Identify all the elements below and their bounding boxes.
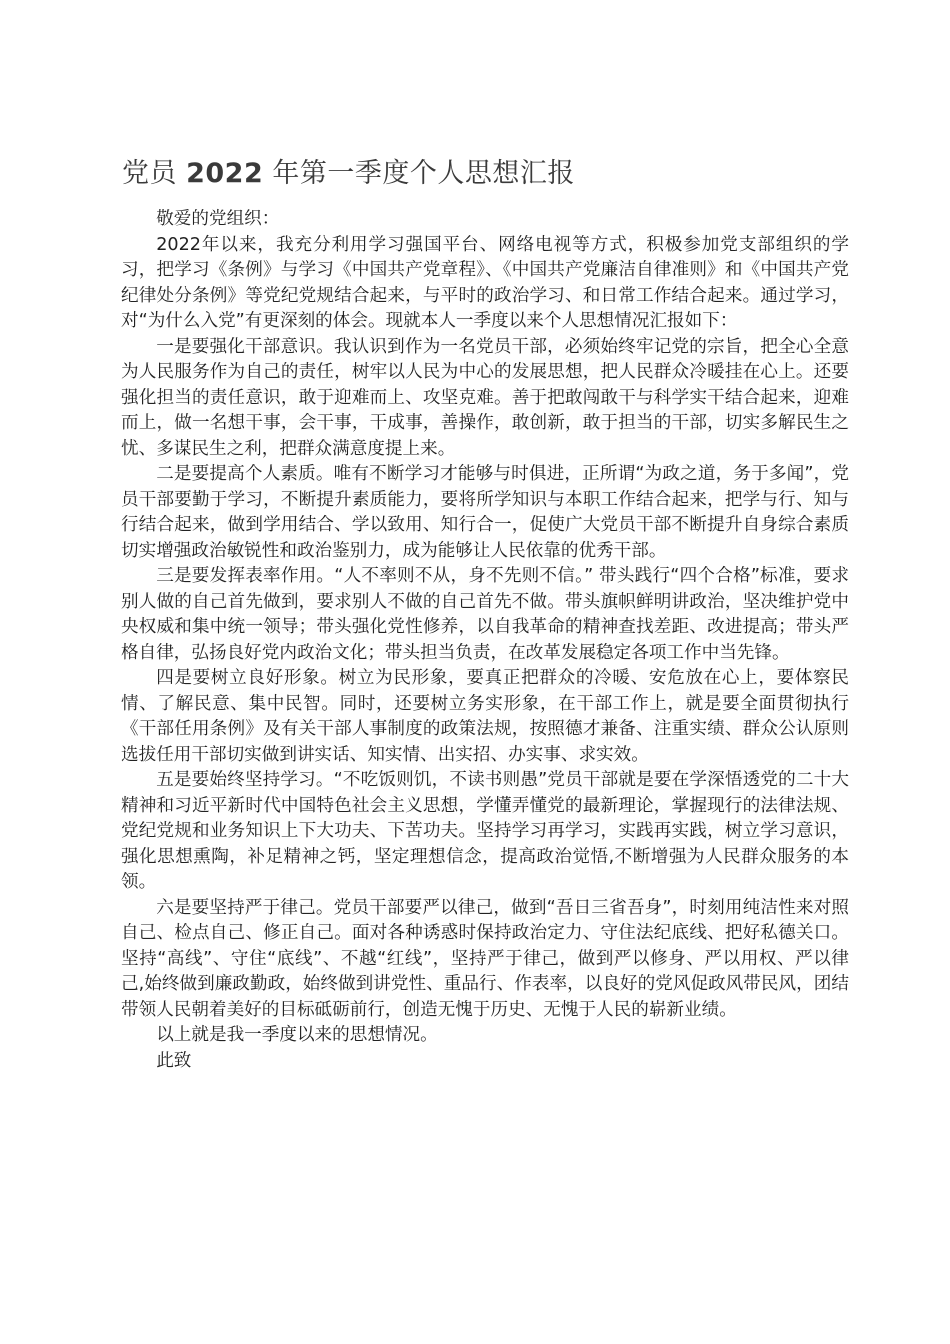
title-year: 2022 xyxy=(186,158,264,189)
paragraph-3: 三是要发挥表率作用。“人不率则不从，身不先则不信。” 带头践行“四个合格”标准，要求别人做的自己首先做到，要求别人不做的自己首先不做。带头旗帜鲜明讲政治，坚决维护党中央权威和集中统一领导；带头强化党性修养，以自我革命的精神查找差距、改进提高；带头严格自律，弘扬良好党内政治文化；带头担当负责，在改革发展稳定各项工作中当先锋。 xyxy=(121,566,849,663)
title-suffix: 年第一季度个人思想汇报 xyxy=(272,158,575,189)
paragraph-6: 六是要坚持严于律己。党员干部要严以律己，做到“吾日三省吾身”，时刻用纯洁性来对照自己、检点自己、修正自己。面对各种诱惑时保持政治定力、守住法纪底线、把好私德关口。坚持“高线”、守住“底线”、不越“红线”，坚持严于律己，做到严以修身、严以用权、严以律己,始终做到廉政勤政，始终做到讲党性、重品行、作表率，以良好的党风促政风带民风，团结带领人民朝着美好的目标砥砺前行，创造无愧于历史、无愧于人民的崭新业绩。 xyxy=(121,897,849,1020)
title-prefix: 党员 xyxy=(122,158,177,189)
paragraph-2: 二是要提高个人素质。唯有不断学习才能够与时俱进，正所谓“为政之道，务于多闻”，党员干部要勤于学习，不断提升素质能力，要将所学知识与本职工作结合起来，把学与行、知与行结合起来，做到学用结合、学以致用、知行合一，促使广大党员干部不断提升自身综合素质切实增强政治敏锐性和政治鉴别力，成为能够让人民依靠的优秀干部。 xyxy=(121,464,849,561)
document-title xyxy=(122,151,575,190)
paragraph-4: 四是要树立良好形象。树立为民形象，要真正把群众的冷暖、安危放在心上，要体察民情、了解民意、集中民智。同时，还要树立务实形象，在干部工作上，就是要全面贯彻执行《干部任用条例》及有关干部人事制度的政策法规，按照德才兼备、注重实绩、群众公认原则选拔任用干部切实做到讲实话、知实情、出实招、办实事、求实效。 xyxy=(121,668,849,765)
paragraph-summary: 以上就是我一季度以来的思想情况。 xyxy=(156,1025,438,1045)
paragraph-1: 一是要强化干部意识。我认识到作为一名党员干部，必须始终牢记党的宗旨，把全心全意为人民服务作为自己的责任，树牢以人民为中心的发展思想，把人民群众冷暖挂在心上。还要强化担当的责任意识，敢于迎难而上、攻坚克难。善于把敢闯敢干与科学实干结合起来，迎难而上，做一名想干事，会干事，干成事，善操作，敢创新，敢于担当的干部，切实多解民生之忧、多谋民生之利，把群众满意度提上来。 xyxy=(121,336,849,459)
paragraph-intro: 2022年以来，我充分利用学习强国平台、网络电视等方式，积极参加党支部组织的学习，把学习《条例》与学习《中国共产党章程》、《中国共产党廉洁自律准则》和《中国共产党纪律处分条例》等党纪党规结合起来，与平时的政治学习、和日常工作结合起来。通过学习，对“为什么入党”有更深刻的体会。现就本人一季度以来个人思想情况汇报如下： xyxy=(121,234,849,331)
closing: 此致 xyxy=(156,1050,192,1071)
paragraph-5: 五是要始终坚持学习。“不吃饭则饥，不读书则愚”党员干部就是要在学深悟透党的二十大精神和习近平新时代中国特色社会主义思想，学懂弄懂党的最新理论，掌握现行的法律法规、党纪党规和业务知识上下大功夫、下苦功夫。坚持学习再学习，实践再实践，树立学习意识，强化思想熏陶，补足精神之钙，坚定理想信念，提高政治觉悟,不断增强为人民群众服务的本领。 xyxy=(121,770,849,892)
document-body xyxy=(121,207,849,1074)
salutation: 敬爱的党组织： xyxy=(156,209,280,229)
